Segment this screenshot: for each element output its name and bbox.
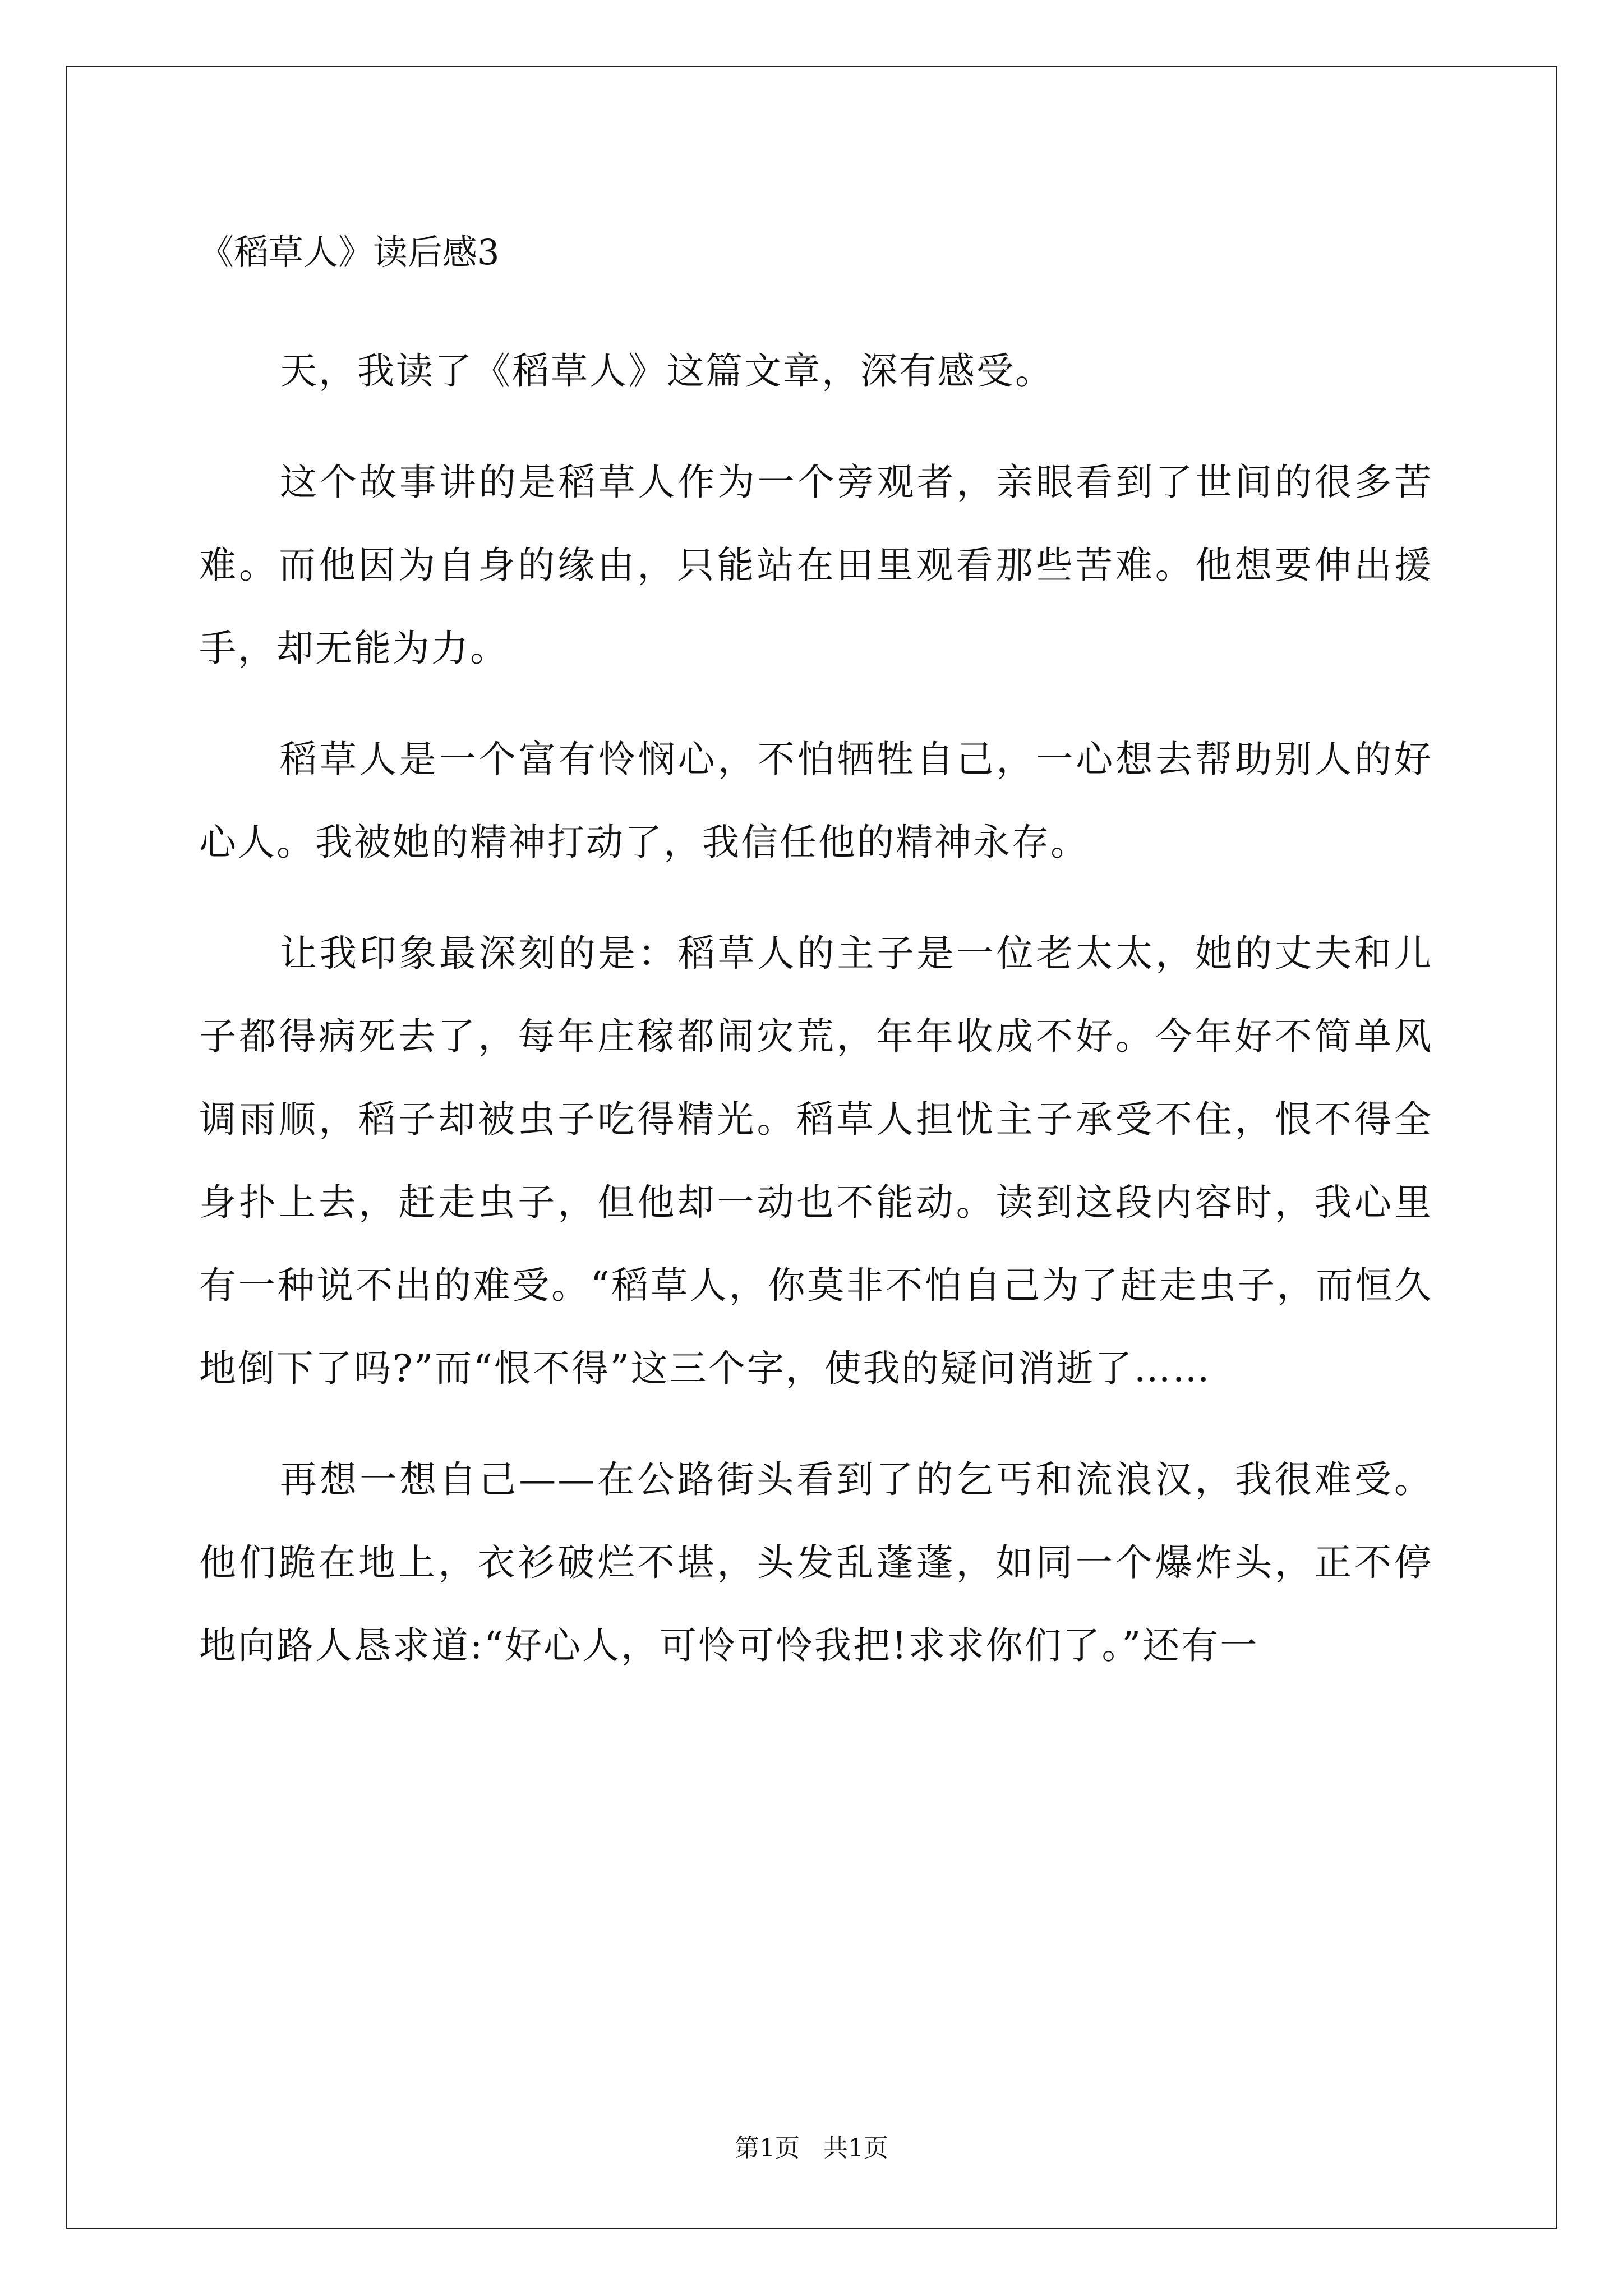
document-body [199, 224, 1433, 1715]
document-title: 《稻草人》读后感3 [199, 232, 500, 273]
page-footer: 第1页 共1页 [735, 2134, 888, 2162]
paragraph-2: 这个故事讲的是稻草人作为一个旁观者，亲眼看到了世间的很多苦难。而他因为自身的缘由，只能站在田里观看那些苦难。他想要伸出援手，却无能为力。 [199, 461, 1433, 670]
paragraph-5: 再想一想自己——在公路街头看到了的乞丐和流浪汉，我很难受。他们跪在地上，衣衫破烂不堪，头发乱蓬蓬，如同一个爆炸头，正不停地向路人恳求道:“好心人，可怜可怜我把!求求你们了。”还有一 [199, 1458, 1433, 1667]
paragraph-1: 天，我读了《稻草人》这篇文章，深有感受。 [280, 349, 1054, 393]
paragraph-3: 稻草人是一个富有怜悯心，不怕牺牲自己，一心想去帮助别人的好心人。我被她的精神打动了，我信任他的精神永存。 [199, 738, 1433, 864]
paragraph-4: 让我印象最深刻的是：稻草人的主子是一位老太太，她的丈夫和儿子都得病死去了，每年庄稼都闹灾荒，年年收成不好。今年好不简单风调雨顺，稻子却被虫子吃得精光。稻草人担忧主子承受不住，恨不得全身扑上去，赶走虫子，但他却一动也不能动。读到这段内容时，我心里有一种说不出的难受。“稻草人，你莫非不怕自己为了赶走虫子，而恒久地倒下了吗?”而“恨不得”这三个字，使我的疑问消逝了…… [199, 932, 1433, 1390]
